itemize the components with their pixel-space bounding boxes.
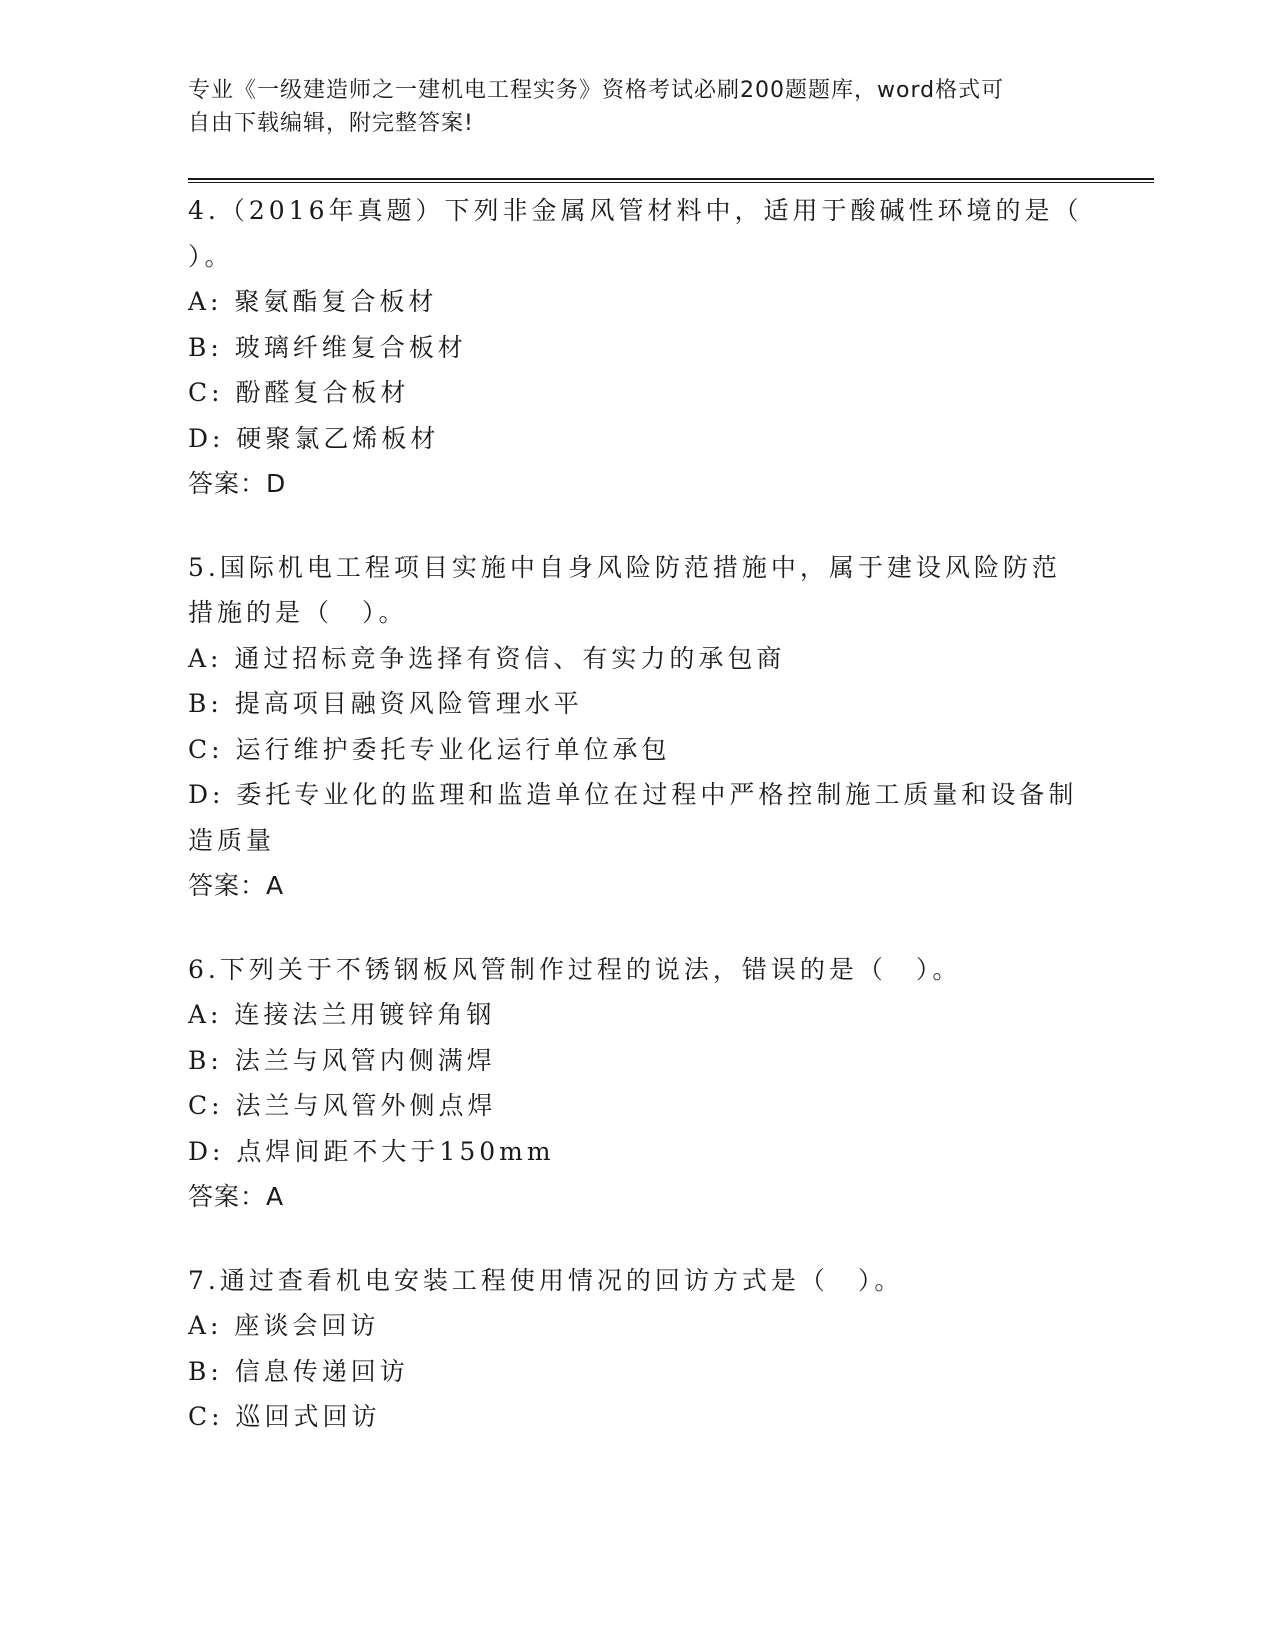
answer-line: 答案：A	[188, 871, 285, 900]
question-5	[188, 545, 1088, 909]
option-c: C: 运行维护委托专业化运行单位承包	[188, 734, 671, 764]
question-stem: 5.国际机电工程项目实施中自身风险防范措施中，属于建设风险防范	[188, 552, 1061, 582]
option-a: A: 座谈会回访	[188, 1311, 380, 1340]
option-c: C: 酚醛复合板材	[188, 378, 410, 407]
answer-line: 答案：D	[188, 469, 287, 498]
option-b: B: 信息传递回访	[188, 1356, 409, 1386]
question-6	[188, 947, 1088, 1220]
question-stem-continued: 措施的是（ ）。	[188, 598, 408, 627]
answer-line: 答案：A	[188, 1182, 285, 1211]
option-c: C: 巡回式回访	[188, 1402, 381, 1431]
question-stem: 6.下列关于不锈钢板风管制作过程的说法，错误的是（ ）。	[188, 954, 962, 984]
question-7	[188, 1258, 1088, 1440]
header-line-1: 专业《一级建造师之一建机电工程实务》资格考试必刷200题题库，word格式可	[188, 78, 1005, 103]
option-a: A: 连接法兰用镀锌角钢	[188, 1000, 496, 1029]
option-b: B: 玻璃纤维复合板材	[188, 332, 467, 362]
option-c: C: 法兰与风管外侧点焊	[188, 1091, 497, 1120]
document-header	[188, 74, 1068, 140]
option-b: B: 提高项目融资风险管理水平	[188, 689, 583, 718]
question-stem: 7.通过查看机电安装工程使用情况的回访方式是（ ）。	[188, 1265, 904, 1295]
option-a: A: 通过招标竞争选择有资信、有实力的承包商	[188, 643, 786, 673]
option-b: B: 法兰与风管内侧满焊	[188, 1045, 496, 1075]
option-d: D: 点焊间距不大于150mm	[188, 1136, 555, 1166]
question-list	[188, 188, 1088, 1478]
option-d-continued: 造质量	[188, 825, 276, 855]
header-divider	[188, 178, 1154, 183]
question-4	[188, 188, 1088, 507]
option-d: D: 硬聚氯乙烯板材	[188, 423, 440, 453]
question-stem: 4.（2016年真题）下列非金属风管材料中，适用于酸碱性环境的是（	[188, 196, 1083, 225]
header-line-2: 自由下载编辑，附完整答案!	[188, 111, 474, 136]
option-d: D: 委托专业化的监理和监造单位在过程中严格控制施工质量和设备制	[188, 780, 1078, 809]
option-a: A: 聚氨酯复合板材	[188, 287, 438, 316]
question-stem-continued: ）。	[188, 241, 234, 271]
